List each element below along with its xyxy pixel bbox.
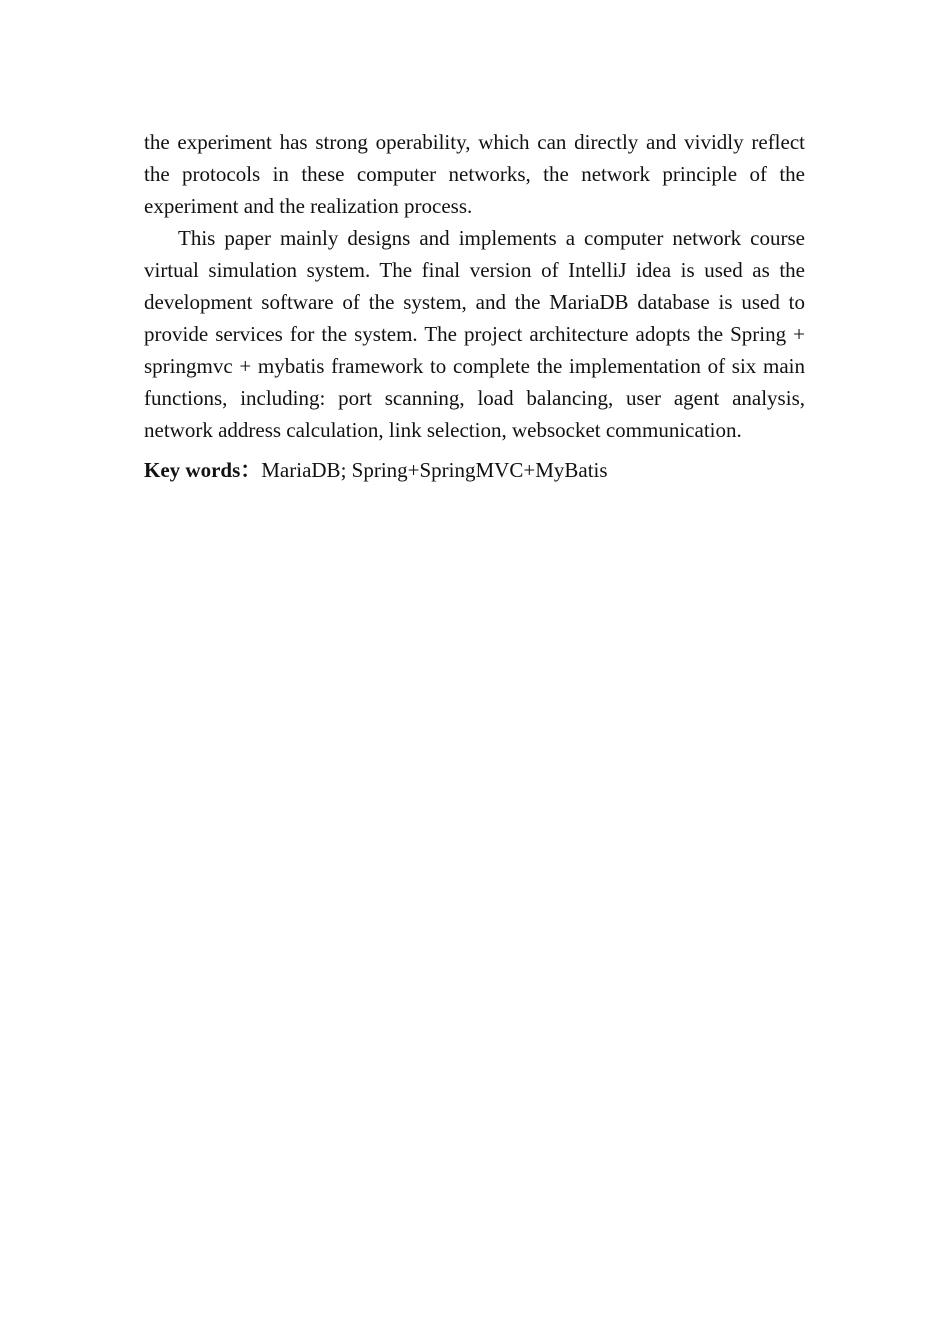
keywords-label: Key words： [144,458,262,482]
abstract-paragraph-continued: the experiment has strong operability, which can directly and vividly reflect the protocols in these computer networks, the network principle of the experiment and the realization process. [144,130,805,218]
keywords-line [144,454,805,486]
keywords-value: MariaDB; Spring+SpringMVC+MyBatis [261,458,608,482]
abstract-body [144,126,805,486]
abstract-paragraph: This paper mainly designs and implements a computer network course virtual simulation system. The final version of IntelliJ idea is used as the development software of the system, and the MariaDB database is used to provide services for the system. The project architecture adopts the Spring + springmvc + mybatis framework to complete the implementation of six main functions, including: port scanning, load balancing, user agent analysis, network address calculation, link selection, websocket communication. [144,226,805,442]
